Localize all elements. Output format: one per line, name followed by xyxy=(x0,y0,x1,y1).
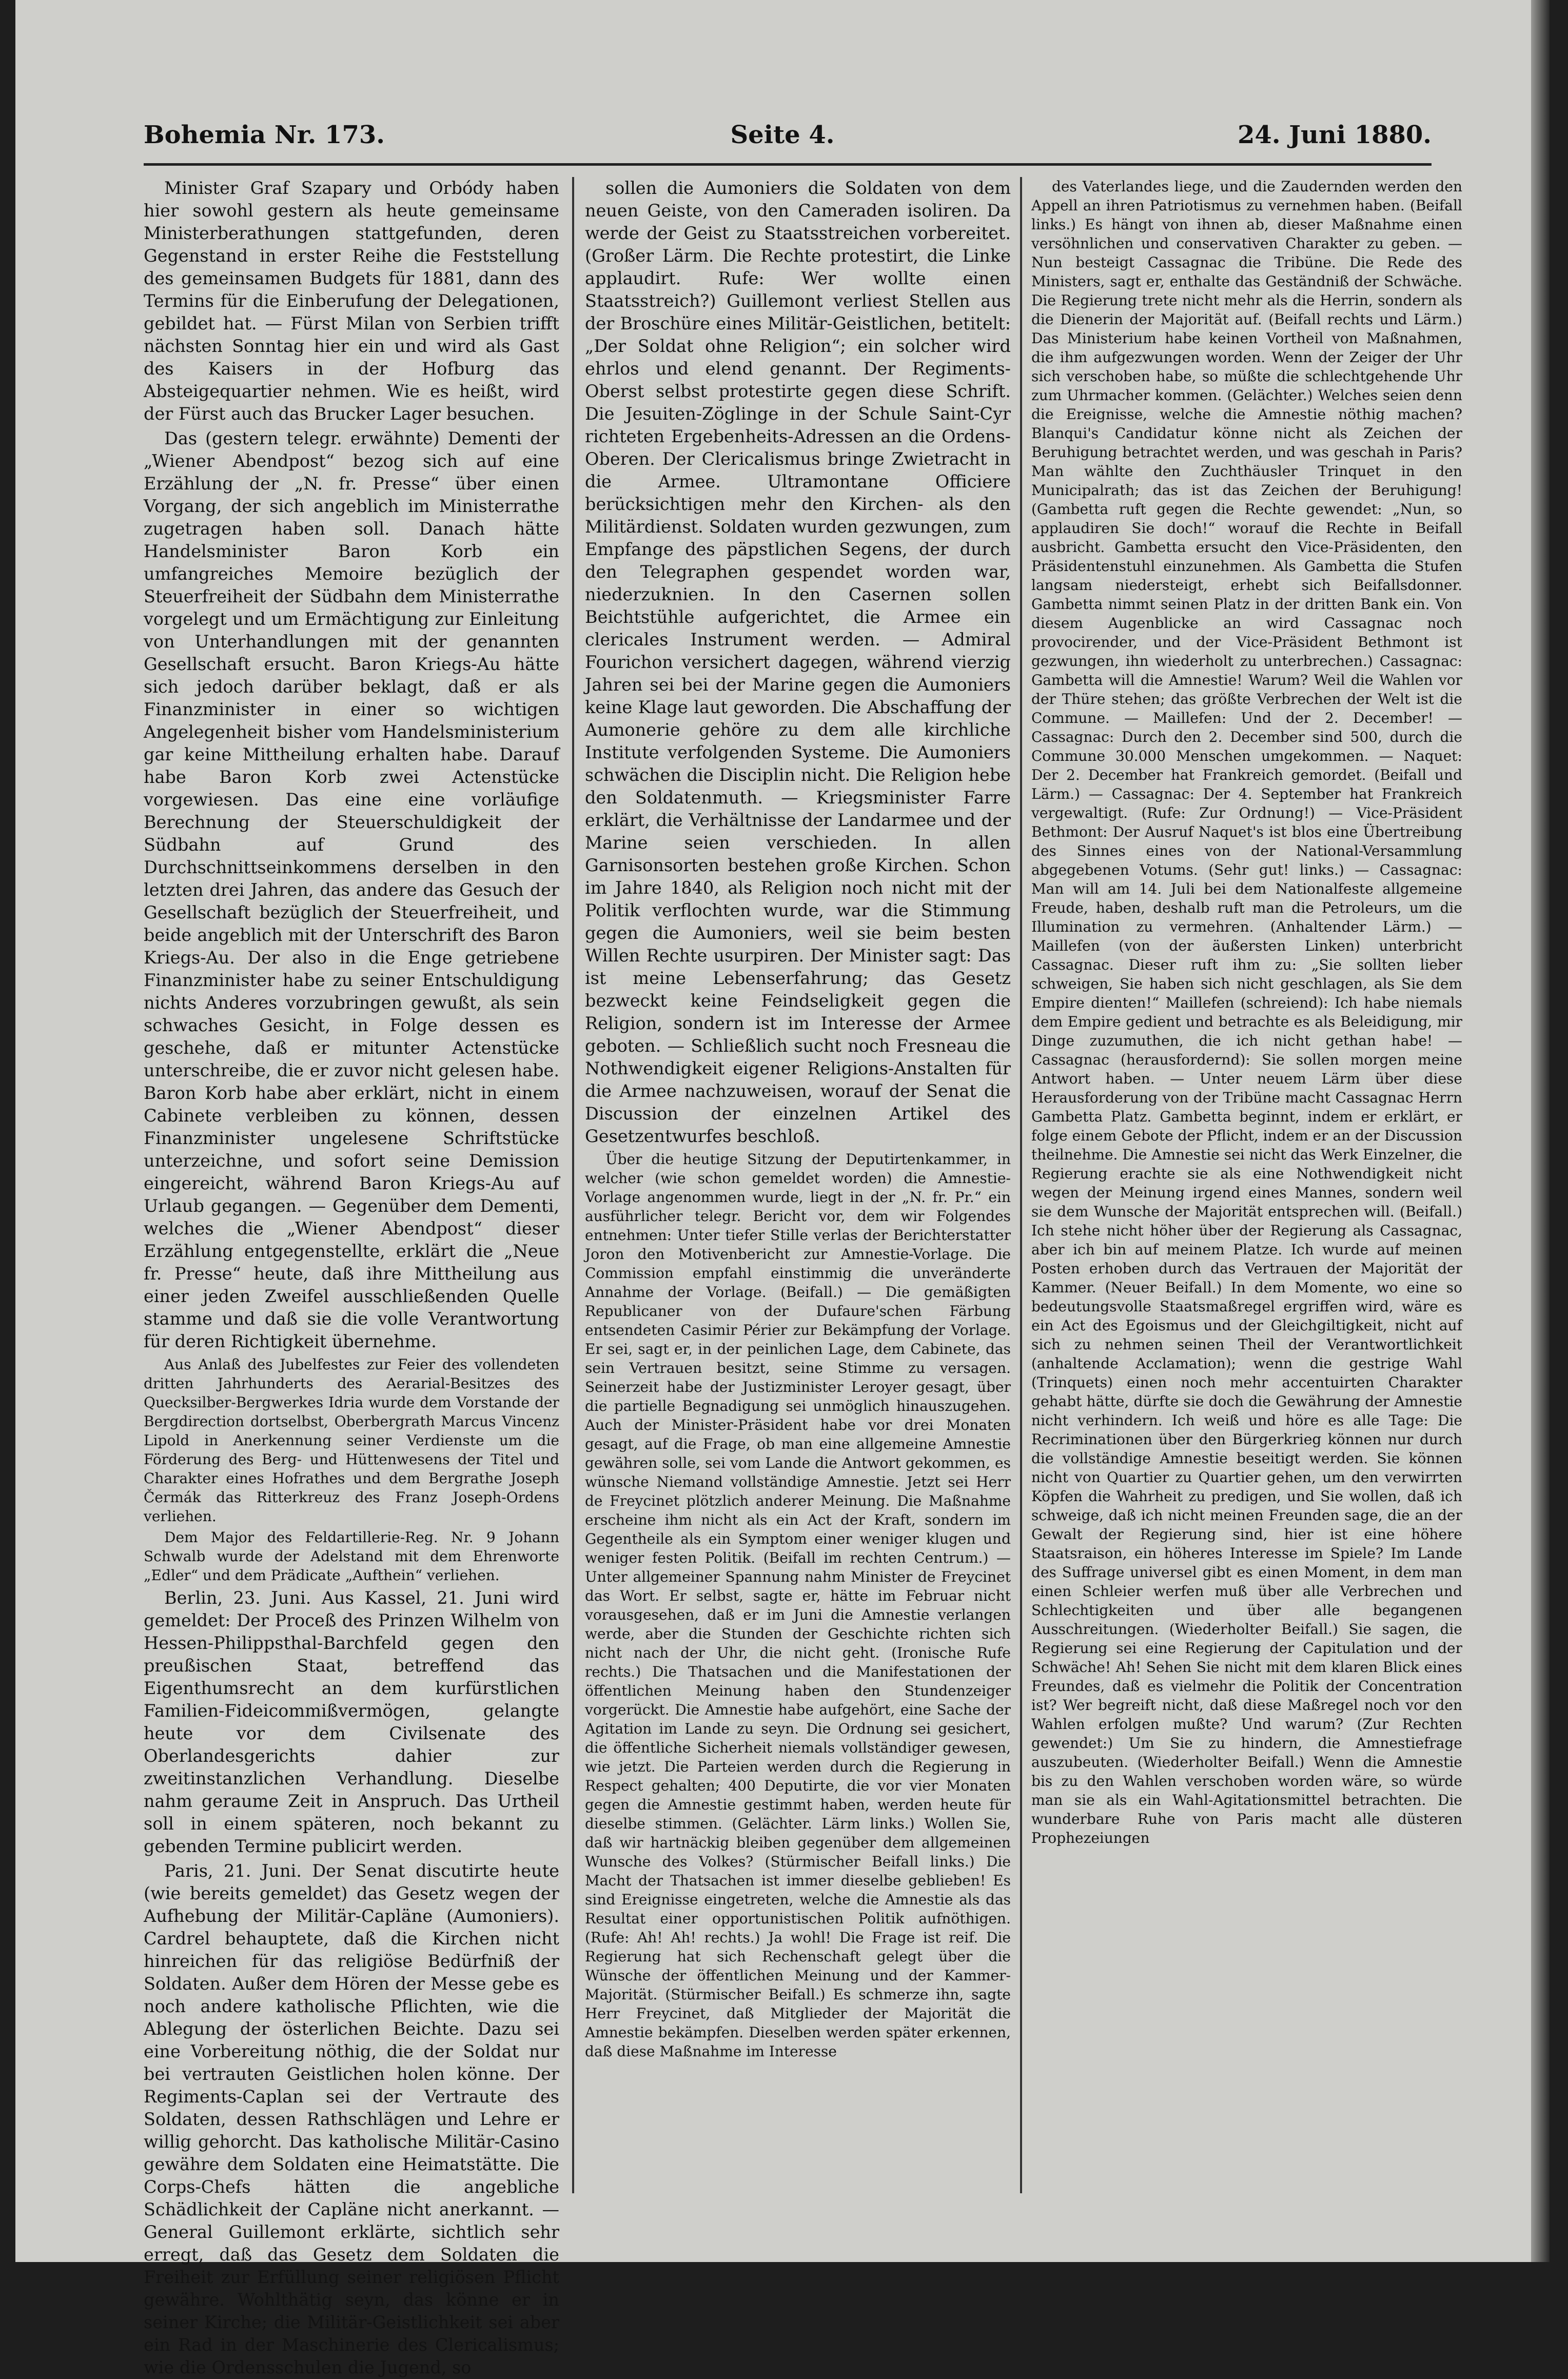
page-number: Seite 4. xyxy=(730,121,835,149)
column-divider xyxy=(1020,177,1022,2193)
paragraph: Paris, 21. Juni. Der Senat discutirte heute (wie bereits gemeldet) das Gesetz wegen der Aufhebung der Militär-Capläne (Aumoniers). Cardrel behauptete, daß die Kirchen nicht hinreichen für das religiöse Bedürfniß der Soldaten. Außer dem Hören der Messe gebe es noch andere katholische Pflichten, wie die Ablegung der österlichen Beichte. Dazu sei eine Vorbereitung nöthig, die der Soldat nur bei vertrauten Geistlichen holen könne. Der Regiments-Caplan sei der Vertraute des Soldaten, dessen Rathschlägen und Lehre er willig gehorcht. Das katholische Militär-Casino gewähre dem Soldaten eine Heimatstätte. Die Corps-Chefs hätten die angebliche Schädlichkeit der Capläne nicht anerkannt. — General Guillemont erklärte, sichtlich sehr erregt, daß das Gesetz dem Soldaten die Freiheit zur Erfüllung seiner religiösen Pflicht gewähre. Wohlthätig seyn, das könne er in seiner Kirche; die Militär-Geistlichkeit sei aber ein Rad in der Maschinerie des Clericalismus; wie die Ordensschulen die Jugend, so xyxy=(144,1861,559,2377)
column-1 xyxy=(144,177,559,2377)
issue-date: 24. Juni 1880. xyxy=(1238,121,1432,149)
paragraph: Minister Graf Szapary und Orbódy haben hier sowohl gestern als heute gemeinsame Ministerberathungen stattgefunden, deren Gegenstand in erster Reihe die Feststellung des gemeinsamen Budgets für 1881, dann des Termins für die Einberufung der Delegationen, gebildet hat. — Fürst Milan von Serbien trifft nächsten Sonntag hier ein und wird als Gast des Kaisers in der Hofburg das Absteigequartier nehmen. Wie es heißt, wird der Fürst auch das Brucker Lager besuchen. xyxy=(144,178,559,424)
newspaper-page xyxy=(15,0,1550,2377)
paragraph: Aus Anlaß des Jubelfestes zur Feier des vollendeten dritten Jahrhunderts des Aerarial-Besitzes des Quecksilber-Bergwerkes Idria wurde dem Vorstande der Bergdirection dortselbst, Oberbergrath Marcus Vincenz Lipold in Anerkennung seiner Verdienste um die Förderung des Berg- und Hüttenwesens der Titel und Charakter eines Hofrathes und dem Bergrathe Joseph Čermák das Ritterkreuz des Franz Joseph-Ordens verliehen. xyxy=(144,1356,559,1525)
header-rule xyxy=(144,163,1432,166)
page-edge-shadow xyxy=(1531,0,1550,2262)
column-divider xyxy=(572,177,574,2193)
paragraph: sollen die Aumoniers die Soldaten von dem neuen Geiste, von den Cameraden isoliren. Da werde der Geist zu Staatsstreichen vorbereitet. (Großer Lärm. Die Rechte protestirt, die Linke applaudirt. Rufe: Wer wollte einen Staatsstreich?) Guillemont verliest Stellen aus der Broschüre eines Militär-Geistlichen, betitelt: „Der Soldat ohne Religion“; ein solcher wird ehrlos und elend genannt. Der Regiments-Oberst selbst protestirte gegen diese Schrift. Die Jesuiten-Zöglinge in der Schule Saint-Cyr richteten Ergebenheits-Adressen an die Ordens-Oberen. Der Clericalismus bringe Zwietracht in die Armee. Ultramontane Officiere berücksichtigen mehr den Kirchen- als den Militärdienst. Soldaten wurden gezwungen, zum Empfange des päpstlichen Segens, der durch den Telegraphen gespendet worden war, niederzuknien. In den Casernen sollen Beichtstühle aufgerichtet, die Armee ein clericales Instrument werden. — Admiral Fourichon versichert dagegen, während vierzig Jahren sei bei der Marine gegen die Aumoniers keine Klage laut geworden. Die Abschaffung der Aumonerie gehöre zu dem alle kirchliche Institute verfolgenden Systeme. Die Aumoniers schwächen die Disciplin nicht. Die Religion hebe den Soldatenmuth. — Kriegsminister Farre erklärt, die Verhältnisse der Landarmee und der Marine seien verschieden. In allen Garnisonsorten bestehen große Kirchen. Schon im Jahre 1840, als Religion noch nicht mit der Politik verflochten wurde, war die Stimmung gegen die Aumoniers, weil sie beim besten Willen Rechte usurpiren. Der Minister sagt: Das ist meine Lebenserfahrung; das Gesetz bezweckt keine Feindseligkeit gegen die Religion, sondern ist im Interesse der Armee geboten. — Schließlich sucht noch Fresneau die Nothwendigkeit eigener Religions-Anstalten für die Armee nachzuweisen, worauf der Senat die Discussion der einzelnen Artikel des Gesetzentwurfes beschloß. xyxy=(585,178,1011,1146)
paragraph: Über die heutige Sitzung der Deputirtenkammer, in welcher (wie schon gemeldet worden) die Amnestie-Vorlage angenommen wurde, liegt in der „N. fr. Pr.“ ein ausführlicher telegr. Bericht vor, dem wir Folgendes entnehmen: Unter tiefer Stille verlas der Berichterstatter Joron den Motivenbericht zur Amnestie-Vorlage. Die Commission empfahl einstimmig die unveränderte Annahme der Vorlage. (Beifall.) — Die gemäßigten Republicaner von der Dufaure'schen Färbung entsendeten Casimir Périer zur Bekämpfung der Vorlage. Er sei, sagt er, in der peinlichen Lage, dem Cabinete, das sein Vertrauen besitzt, seine Stimme zu versagen. Seinerzeit habe der Justizminister Leroyer gesagt, über die partielle Begnadigung sei unmöglich hinauszugehen. Auch der Minister-Präsident habe vor drei Monaten gesagt, auf die Frage, ob man eine allgemeine Amnestie gewähren solle, sei vom Lande die Antwort gekommen, es wünsche Niemand vollständige Amnestie. Jetzt sei Herr de Freycinet plötzlich anderer Meinung. Die Maßnahme erscheine ihm nicht als ein Act der Kraft, sondern im Gegentheile als ein Symptom einer weniger klugen und weniger festen Politik. (Beifall im rechten Centrum.) — Unter allgemeiner Spannung nahm Minister de Freycinet das Wort. Er selbst, sagte er, hätte im Februar nicht vorausgesehen, daß er im Juni die Amnestie verlangen werde, aber die Stunden der Geschichte richten sich nicht nach der Uhr, die nicht geht. (Ironische Rufe rechts.) Die Thatsachen und die Manifestationen der öffentlichen Meinung haben den Stundenzeiger vorgerückt. Die Amnestie habe aufgehört, eine Sache der Agitation im Lande zu seyn. Die Ordnung sei gesichert, die öffentliche Sicherheit niemals vollständiger gewesen, wie jetzt. Die Parteien werden durch die Regierung in Respect gehalten; 400 Deputirte, die vor vier Monaten gegen die Amnestie gestimmt haben, werden heute für dieselbe stimmen. (Gelächter. Lärm links.) Wollen Sie, daß wir hartnäckig bleiben gegenüber dem allgemeinen Wunsche des Volkes? (Stürmischer Beifall links.) Die Macht der Thatsachen ist immer dieselbe geblieben! Es sind Ereignisse eingetreten, welche die Amnestie als das Resultat einer opportunistischen Politik aufnöthigen. (Rufe: Ah! Ah! rechts.) Ja wohl! Die Frage ist reif. Die Regierung hat sich Rechenschaft gelegt über die Wünsche der öffentlichen Meinung und der Kammer-Majorität. (Stürmischer Beifall.) Es schmerze ihn, sagte Herr Freycinet, daß Mitglieder der Majorität die Amnestie bekämpfen. Dieselben werden später erkennen, daß diese Maßnahme im Interesse xyxy=(585,1151,1011,2060)
paragraph: Dem Major des Feldartillerie-Reg. Nr. 9 Johann Schwalb wurde der Adelstand mit dem Ehrenworte „Edler“ und dem Prädicate „Aufthein“ verliehen. xyxy=(144,1529,559,1584)
paragraph: Berlin, 23. Juni. Aus Kassel, 21. Juni wird gemeldet: Der Proceß des Prinzen Wilhelm von Hessen-Philippsthal-Barchfeld gegen den preußischen Staat, betreffend das Eigenthumsrecht an dem kurfürstlichen Familien-Fideicommißvermögen, gelangte heute vor dem Civilsenate des Oberlandesgerichts dahier zur zweitinstanzlichen Verhandlung. Dieselbe nahm geraume Zeit in Anspruch. Das Urtheil soll in einem späteren, noch bekannt zu gebenden Termine publicirt werden. xyxy=(144,1588,559,1856)
paragraph: des Vaterlandes liege, und die Zaudernden werden den Appell an ihren Patriotismus zu vernehmen haben. (Beifall links.) Es hängt von ihnen ab, dieser Maßnahme einen versöhnlichen und conservativen Charakter zu geben. — Nun besteigt Cassagnac die Tribüne. Die Rede des Ministers, sagt er, enthalte das Geständniß der Schwäche. Die Regierung trete nicht mehr als die Herrin, sondern als die Dienerin der Majorität auf. (Beifall rechts und Lärm.) Das Ministerium habe keinen Vortheil von Maßnahmen, die ihm aufgezwungen worden. Wenn der Zeiger der Uhr sich verschoben habe, so müßte die schlechtgehende Uhr zum Uhrmacher kommen. (Gelächter.) Welches seien denn die Ereignisse, welche die Amnestie nöthig machen? Blanqui's Candidatur könne nicht als Zeichen der Beruhigung betrachtet werden, und was geschah in Paris? Man wählte den Zuchthäusler Trinquet in den Municipalrath; das ist das Zeichen der Beruhigung! (Gambetta ruft gegen die Rechte gewendet: „Nun, so applaudiren Sie doch!“ worauf die Rechte in Beifall ausbricht. Gambetta ersucht den Vice-Präsidenten, den Präsidentenstuhl einzunehmen. Als Gambetta die Stufen langsam niedersteigt, erhebt sich Beifallsdonner. Gambetta nimmt seinen Platz in der dritten Bank ein. Von diesem Augenblicke an wird Cassagnac noch provocirender, und der Vice-Präsident Bethmont ist gezwungen, ihn wiederholt zu unterbrechen.) Cassagnac: Gambetta will die Amnestie! Warum? Weil die Wahlen vor der Thüre stehen; das größte Verbrechen der Welt ist die Commune. — Maillefen: Und der 2. December! — Cassagnac: Durch den 2. December sind 500, durch die Commune 30.000 Menschen umgekommen. — Naquet: Der 2. December hat Frankreich gemordet. (Beifall und Lärm.) — Cassagnac: Der 4. September hat Frankreich vergewaltigt. (Rufe: Zur Ordnung!) — Vice-Präsident Bethmont: Der Ausruf Naquet's ist blos eine Übertreibung des Sinnes eines von der National-Versammlung abgegebenen Votums. (Sehr gut! links.) — Cassagnac: Man will am 14. Juli bei dem Nationalfeste allgemeine Freude, haben, deshalb ruft man die Petroleurs, um die Illumination zu vermehren. (Anhaltender Lärm.) — Maillefen (von der äußersten Linken) unterbricht Cassagnac. Dieser ruft ihm zu: „Sie sollten lieber schweigen, Sie haben sich nicht geschlagen, als Sie dem Empire dienten!“ Maillefen (schreiend): Ich habe niemals dem Empire gedient und betrachte es als Beleidigung, mir Dinge zuzumuthen, die ich nicht gethan habe! — Cassagnac (herausfordernd): Sie sollen morgen meine Antwort haben. — Unter neuem Lärm über diese Herausforderung von der Tribüne macht Cassagnac Herrn Gambetta Platz. Gambetta beginnt, indem er erklärt, er folge einem Gebote der Pflicht, indem er an der Discussion theilnehme. Die Amnestie sei nicht das Werk Einzelner, die Regierung erachte sie als eine Nothwendigkeit nicht wegen der Meinung irgend eines Mannes, sondern weil sie dem Wunsche der Majorität entsprechen will. (Beifall.) Ich stehe nicht höher über der Regierung als Cassagnac, aber ich bin auf meinem Platze. Ich wurde auf meinen Posten erhoben durch das Vertrauen der Majorität der Kammer. (Neuer Beifall.) In dem Momente, wo eine so bedeutungsvolle Staatsmaßregel ergriffen wird, wäre es ein Act des Egoismus und der Gleichgiltigkeit, nicht auf sich zu nehmen seinen Theil der Verantwortlichkeit (anhaltende Acclamation); wenn die gestrige Wahl (Trinquets) einen noch mehr accentuirten Charakter gehabt hätte, dürfte sie doch die Gewährung der Amnestie nicht verhindern. Ich weiß und höre es alle Tage: Die Recriminationen über den Bürgerkrieg können nur durch die vollständige Amnestie beseitigt werden. Sie können nicht von Quartier zu Quartier gehen, um den verwirrten Köpfen die Wahrheit zu predigen, und Sie wollen, daß ich schweige, daß ich nicht meinen Freunden sage, die an der Gewalt der Regierung sind, hier ist eine höhere Staatsraison, ein höheres Interesse im Spiele? Im Lande des Suffrage universel gibt es einen Moment, in dem man einen Schleier werfen muß über alle Verbrechen und Schlechtigkeiten und über alle begangenen Ausschreitungen. (Wiederholter Beifall.) Sie sagen, die Regierung sei eine Regierung der Capitulation und der Schwäche! Ah! Sehen Sie nicht mit dem klaren Blick eines Freundes, daß es vielmehr die Politik der Concentration ist? Wer begreift nicht, daß diese Maßregel noch vor den Wahlen erfolgen mußte? Und warum? (Zur Rechten gewendet:) Um Sie zu hindern, die Amnestiefrage auszubeuten. (Wiederholter Beifall.) Wenn die Amnestie bis zu den Wahlen verschoben worden wäre, so würde man sie als ein Wahl-Agitationsmittel betrachten. Die wunderbare Ruhe von Paris macht alle düsteren Prophezeiungen xyxy=(1031,178,1462,1846)
masthead: Bohemia Nr. 173. xyxy=(144,121,385,149)
column-2 xyxy=(585,177,1011,2209)
column-3 xyxy=(1031,177,1462,2209)
page-header xyxy=(133,121,1432,156)
paragraph: Das (gestern telegr. erwähnte) Dementi der „Wiener Abendpost“ bezog sich auf eine Erzählung der „N. fr. Presse“ über einen Vorgang, der sich angeblich im Ministerrathe zugetragen haben soll. Danach hätte Handelsminister Baron Korb ein umfangreiches Memoire bezüglich der Steuerfreiheit der Südbahn dem Ministerrathe vorgelegt und um Ermächtigung zur Einleitung von Unterhandlungen mit der genannten Gesellschaft ersucht. Baron Kriegs-Au hätte sich jedoch darüber beklagt, daß er als Finanzminister in einer so wichtigen Angelegenheit bisher vom Handelsministerium gar keine Mittheilung erhalten habe. Darauf habe Baron Korb zwei Actenstücke vorgewiesen. Das eine eine vorläufige Berechnung der Steuerschuldigkeit der Südbahn auf Grund des Durchschnittseinkommens derselben in den letzten drei Jahren, das andere das Gesuch der Gesellschaft bezüglich der Steuerfreiheit, und beide angeblich mit der Unterschrift des Baron Kriegs-Au. Der also in die Enge getriebene Finanzminister habe zu seiner Entschuldigung nichts Anderes vorzubringen gewußt, als sein schwaches Gesicht, in Folge dessen es geschehe, daß er mitunter Actenstücke unterschreibe, die er zuvor nicht gelesen habe. Baron Korb habe aber erklärt, nicht in einem Cabinete verbleiben zu können, dessen Finanzminister ungelesene Schriftstücke unterzeichne, und sofort seine Demission eingereicht, während Baron Kriegs-Au auf Urlaub gegangen. — Gegenüber dem Dementi, welches die „Wiener Abendpost“ dieser Erzählung entgegenstellte, erklärt die „Neue fr. Presse“ heute, daß ihre Mittheilung aus einer jeden Zweifel ausschließenden Quelle stamme und daß sie die volle Verantwortung für deren Richtigkeit übernehme. xyxy=(144,428,559,1351)
